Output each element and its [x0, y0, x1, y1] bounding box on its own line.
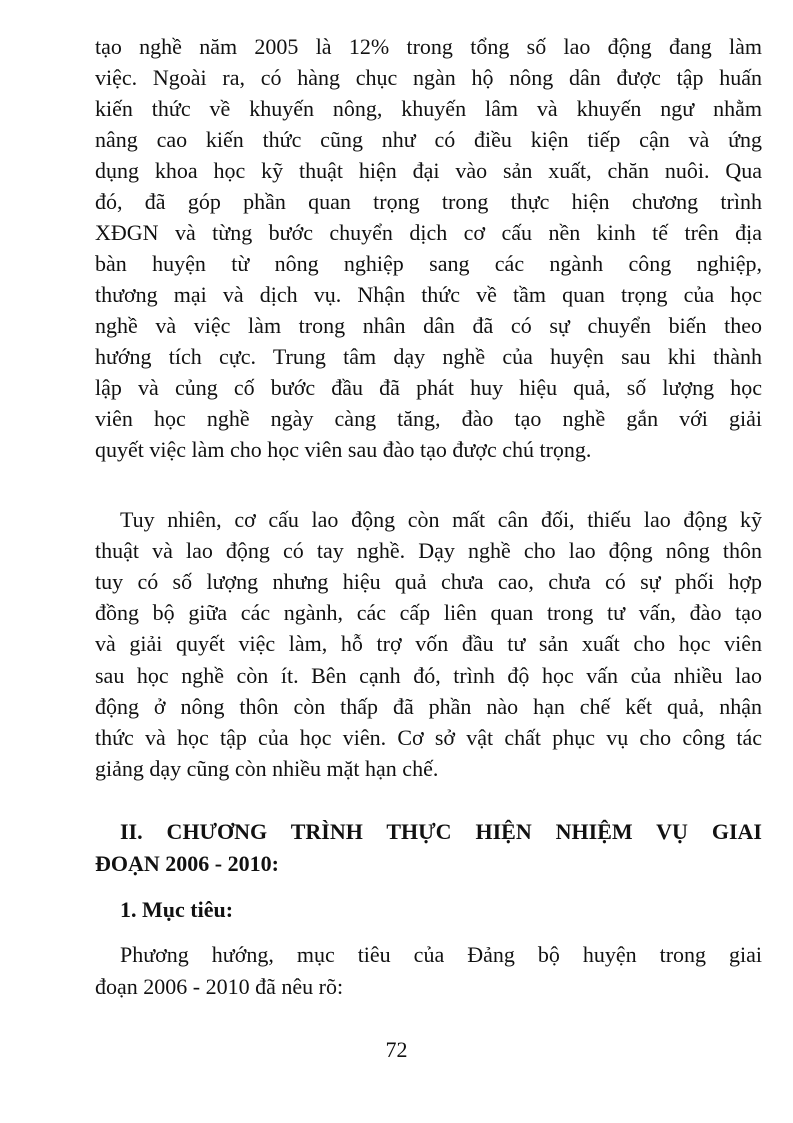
paragraph-1-line: viên học nghề ngày càng tăng, đào tạo nghề gắn với giải — [95, 406, 762, 431]
paragraph-2-line: sau học nghề còn ít. Bên cạnh đó, trình độ học vấn của nhiều lao — [95, 662, 762, 688]
paragraph-1-line: đó, đã góp phần quan trọng trong thực hiện chương trình — [95, 189, 762, 214]
paragraph-1-line: nâng cao kiến thức cũng như có điều kiện tiếp cận và ứng — [95, 127, 762, 152]
paragraph-3-line: Phương hướng, mục tiêu của Đảng bộ huyện trong giai — [120, 942, 762, 967]
page-number: 72 — [385, 1037, 408, 1062]
paragraph-1-line: thương mại và dịch vụ. Nhận thức về tầm quan trọng của học — [95, 282, 762, 307]
paragraph-1-line: XĐGN và từng bước chuyển dịch cơ cấu nền kinh tế trên địa — [95, 220, 762, 245]
paragraph-1-line: việc. Ngoài ra, có hàng chục ngàn hộ nông dân được tập huấn — [95, 65, 762, 90]
paragraph-2-line: thuật và lao động có tay nghề. Dạy nghề cho lao động nông thôn — [95, 538, 762, 564]
paragraph-1-line: nghề và việc làm trong nhân dân đã có sự chuyển biến theo — [95, 313, 762, 338]
section-heading: II. CHƯƠNG TRÌNH THỰC HIỆN NHIỆM VỤ GIAI — [120, 819, 762, 844]
paragraph-2-line: tuy có số lượng nhưng hiệu quả chưa cao, chưa có sự phối hợp — [95, 569, 762, 595]
paragraph-1-line: bàn huyện từ nông nghiệp sang các ngành công nghiệp, — [95, 251, 762, 276]
paragraph-1-line: tạo nghề năm 2005 là 12% trong tổng số lao động đang làm — [95, 34, 762, 59]
section-heading: ĐOẠN 2006 - 2010: — [95, 851, 279, 876]
paragraph-2-line: đồng bộ giữa các ngành, các cấp liên quan trong tư vấn, đào tạo — [95, 600, 762, 626]
paragraph-1-line: hướng tích cực. Trung tâm dạy nghề của huyện sau khi thành — [95, 344, 762, 369]
paragraph-2-line: Tuy nhiên, cơ cấu lao động còn mất cân đối, thiếu lao động kỹ — [120, 507, 762, 532]
paragraph-1-line: lập và củng cố bước đầu đã phát huy hiệu quả, số lượng học — [95, 375, 762, 400]
paragraph-1-line: quyết việc làm cho học viên sau đào tạo được chú trọng. — [95, 437, 592, 462]
subheading: 1. Mục tiêu: — [120, 897, 234, 922]
paragraph-2-line: giảng dạy cũng còn nhiều mặt hạn chế. — [95, 755, 439, 781]
paragraph-1-line: dụng khoa học kỹ thuật hiện đại vào sản xuất, chăn nuôi. Qua — [95, 158, 762, 183]
paragraph-2-line: thức và học tập của học viên. Cơ sở vật chất phục vụ cho công tác — [95, 724, 762, 750]
paragraph-1-line: kiến thức về khuyến nông, khuyến lâm và khuyến ngư nhằm — [95, 96, 762, 121]
paragraph-2-line: động ở nông thôn còn thấp đã phần nào hạn chế kết quả, nhận — [95, 693, 762, 719]
paragraph-2-line: và giải quyết việc làm, hỗ trợ vốn đầu tư sản xuất cho học viên — [95, 631, 762, 657]
paragraph-3-line: đoạn 2006 - 2010 đã nêu rõ: — [95, 974, 344, 999]
